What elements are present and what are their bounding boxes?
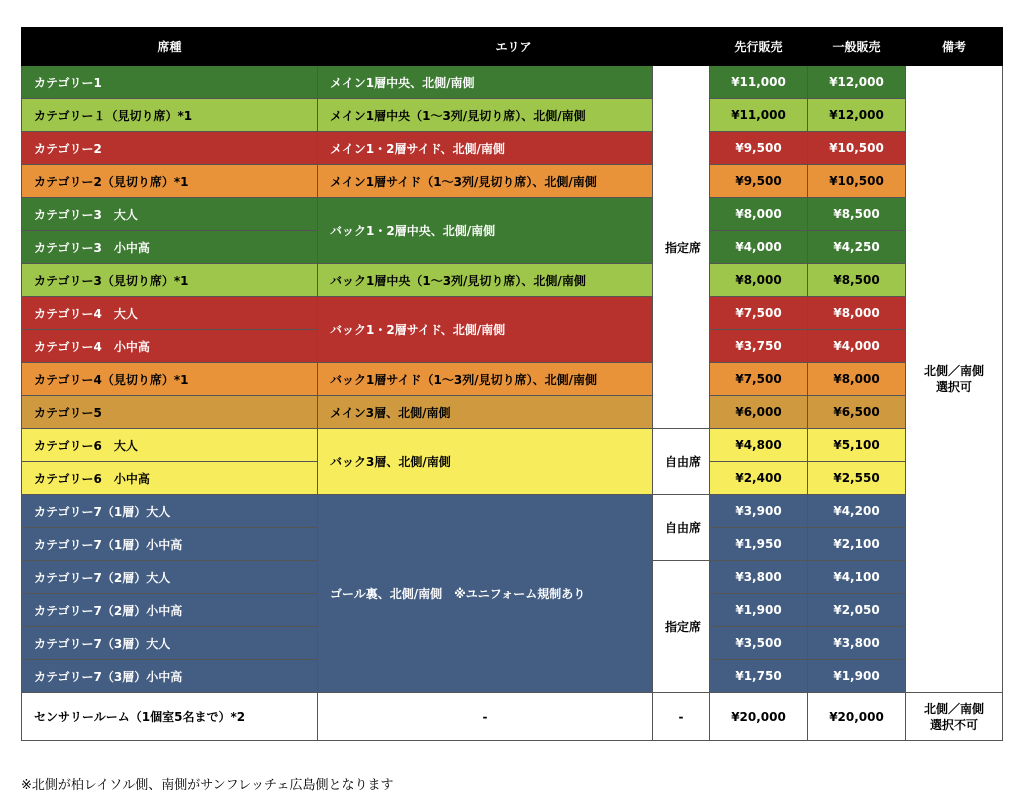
presale-price: ¥8,000 — [710, 198, 808, 231]
presale-price: ¥20,000 — [710, 693, 808, 741]
note-line: 北側／南側 — [924, 701, 985, 716]
seat-name: カテゴリー4（見切り席）*1 — [22, 363, 318, 396]
table-row — [22, 693, 1003, 741]
presale-price: ¥4,000 — [710, 231, 808, 264]
table-row — [22, 99, 1003, 132]
area-name: バック1・2層中央、北側/南側 — [318, 198, 653, 264]
table-row — [22, 132, 1003, 165]
header-note: 備考 — [906, 28, 1003, 66]
seat-name: カテゴリー7（2層）小中高 — [22, 594, 318, 627]
general-price: ¥10,500 — [808, 165, 906, 198]
table-row — [22, 495, 1003, 528]
seat-type-reserved: 指定席 — [653, 66, 710, 429]
header-area: エリア — [318, 28, 710, 66]
table-row — [22, 429, 1003, 462]
table-row — [22, 165, 1003, 198]
header-general: 一般販売 — [808, 28, 906, 66]
general-price: ¥12,000 — [808, 99, 906, 132]
seat-name: カテゴリー3（見切り席）*1 — [22, 264, 318, 297]
presale-price: ¥3,800 — [710, 561, 808, 594]
general-price: ¥8,500 — [808, 198, 906, 231]
header-presale: 先行販売 — [710, 28, 808, 66]
seat-type-free: 自由席 — [653, 429, 710, 495]
seat-name: カテゴリー2 — [22, 132, 318, 165]
seat-name: カテゴリー3 小中高 — [22, 231, 318, 264]
area-name: - — [318, 693, 653, 741]
seat-name: カテゴリー１（見切り席）*1 — [22, 99, 318, 132]
general-price: ¥12,000 — [808, 66, 906, 99]
presale-price: ¥8,000 — [710, 264, 808, 297]
presale-price: ¥1,750 — [710, 660, 808, 693]
general-price: ¥4,100 — [808, 561, 906, 594]
presale-price: ¥7,500 — [710, 297, 808, 330]
general-price: ¥20,000 — [808, 693, 906, 741]
presale-price: ¥9,500 — [710, 165, 808, 198]
table-row — [22, 363, 1003, 396]
seat-name: カテゴリー6 小中高 — [22, 462, 318, 495]
area-name: ゴール裏、北側/南側 ※ユニフォーム規制あり — [318, 495, 653, 693]
header-row — [22, 28, 1003, 66]
general-price: ¥4,000 — [808, 330, 906, 363]
seat-name: カテゴリー6 大人 — [22, 429, 318, 462]
presale-price: ¥7,500 — [710, 363, 808, 396]
footnote: ※北側が柏レイソル側、南側がサンフレッチェ広島側となります — [21, 778, 394, 793]
table-row — [22, 66, 1003, 99]
seat-name: カテゴリー7（3層）大人 — [22, 627, 318, 660]
presale-price: ¥11,000 — [710, 99, 808, 132]
presale-price: ¥1,900 — [710, 594, 808, 627]
seat-name: カテゴリー7（2層）大人 — [22, 561, 318, 594]
seat-name: カテゴリー2（見切り席）*1 — [22, 165, 318, 198]
note-selectable — [906, 66, 1003, 693]
note-line: 選択可 — [936, 380, 973, 394]
general-price: ¥8,500 — [808, 264, 906, 297]
seat-name: カテゴリー7（1層）大人 — [22, 495, 318, 528]
note-line: 選択不可 — [930, 717, 979, 732]
note-line: 北側／南側 — [924, 364, 985, 378]
table-row — [22, 264, 1003, 297]
presale-price: ¥3,750 — [710, 330, 808, 363]
presale-price: ¥11,000 — [710, 66, 808, 99]
area-name: メイン1・2層サイド、北側/南側 — [318, 132, 653, 165]
general-price: ¥6,500 — [808, 396, 906, 429]
general-price: ¥2,100 — [808, 528, 906, 561]
general-price: ¥8,000 — [808, 297, 906, 330]
area-name: メイン1層サイド（1〜3列/見切り席）、北側/南側 — [318, 165, 653, 198]
table-row — [22, 198, 1003, 231]
seat-name: カテゴリー7（1層）小中高 — [22, 528, 318, 561]
presale-price: ¥6,000 — [710, 396, 808, 429]
general-price: ¥8,000 — [808, 363, 906, 396]
header-seat: 席種 — [22, 28, 318, 66]
general-price: ¥4,200 — [808, 495, 906, 528]
presale-price: ¥3,500 — [710, 627, 808, 660]
general-price: ¥10,500 — [808, 132, 906, 165]
general-price: ¥4,250 — [808, 231, 906, 264]
seat-name: カテゴリー4 小中高 — [22, 330, 318, 363]
area-name: バック3層、北側/南側 — [318, 429, 653, 495]
general-price: ¥3,800 — [808, 627, 906, 660]
seat-name: センサリールーム（1個室5名まで）*2 — [22, 693, 318, 741]
presale-price: ¥4,800 — [710, 429, 808, 462]
general-price: ¥2,550 — [808, 462, 906, 495]
seat-name: カテゴリー7（3層）小中高 — [22, 660, 318, 693]
presale-price: ¥2,400 — [710, 462, 808, 495]
seat-name: カテゴリー5 — [22, 396, 318, 429]
area-name: メイン3層、北側/南側 — [318, 396, 653, 429]
presale-price: ¥9,500 — [710, 132, 808, 165]
seat-name: カテゴリー1 — [22, 66, 318, 99]
seat-type-none: - — [653, 693, 710, 741]
seat-type-free: 自由席 — [653, 495, 710, 561]
area-name: バック1・2層サイド、北側/南側 — [318, 297, 653, 363]
table-row — [22, 396, 1003, 429]
seat-name: カテゴリー3 大人 — [22, 198, 318, 231]
presale-price: ¥3,900 — [710, 495, 808, 528]
table-row — [22, 297, 1003, 330]
price-table-wrapper — [21, 27, 1002, 741]
note-not-selectable — [906, 693, 1003, 741]
seat-name: カテゴリー4 大人 — [22, 297, 318, 330]
general-price: ¥1,900 — [808, 660, 906, 693]
ticket-price-table — [21, 27, 1003, 741]
general-price: ¥2,050 — [808, 594, 906, 627]
presale-price: ¥1,950 — [710, 528, 808, 561]
area-name: メイン1層中央（1〜3列/見切り席）、北側/南側 — [318, 99, 653, 132]
general-price: ¥5,100 — [808, 429, 906, 462]
area-name: メイン1層中央、北側/南側 — [318, 66, 653, 99]
area-name: バック1層中央（1〜3列/見切り席）、北側/南側 — [318, 264, 653, 297]
seat-type-reserved: 指定席 — [653, 561, 710, 693]
area-name: バック1層サイド（1〜3列/見切り席）、北側/南側 — [318, 363, 653, 396]
